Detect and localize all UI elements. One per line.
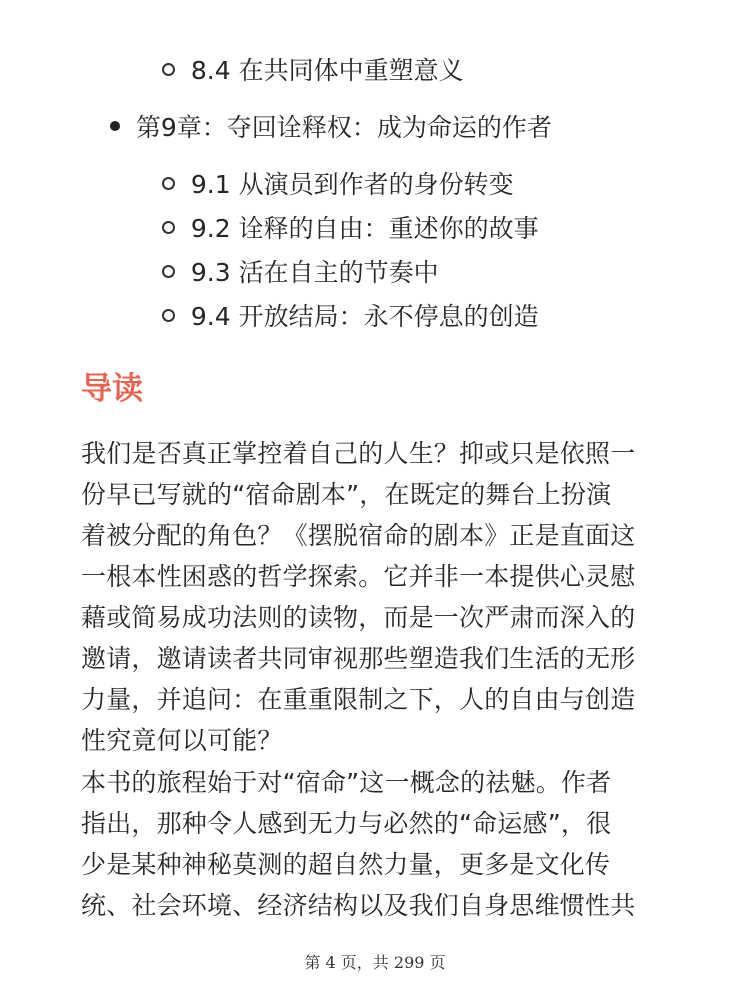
paragraph-line: 本书的旅程始于对“宿命”这一概念的祛魅。作者	[81, 768, 612, 797]
hollow-circle-bullet-icon	[162, 309, 175, 322]
toc-item-9-1	[162, 168, 514, 202]
paragraph-line: 性究竟何以可能？	[81, 726, 283, 755]
paragraph-line: 邀请，邀请读者共同审视那些塑造我们生活的无形	[81, 644, 636, 673]
filled-circle-bullet-icon	[110, 121, 120, 131]
toc-item-label: 9.2 诠释的自由：重述你的故事	[190, 214, 539, 243]
toc-item-label: 9.1 从演员到作者的身份转变	[190, 170, 514, 199]
section-heading: 导读	[81, 371, 143, 407]
paragraph-line: 我们是否真正掌控着自己的人生？抑或只是依照一	[81, 439, 636, 468]
hollow-circle-bullet-icon	[162, 177, 175, 190]
toc-chapter-label: 第9章：夺回诠释权：成为命运的作者	[135, 113, 552, 142]
paragraph-line: 一根本性困惑的哲学探索。它并非一本提供心灵慰	[81, 562, 636, 591]
paragraph-line: 力量，并追问：在重重限制之下，人的自由与创造	[81, 685, 636, 714]
paragraph-line: 统、社会环境、经济结构以及我们自身思维惯性共	[81, 891, 636, 920]
toc-item-8-4	[162, 54, 464, 88]
toc-chapter-9	[110, 111, 552, 145]
paragraph-line: 少是某种神秘莫测的超自然力量，更多是文化传	[81, 850, 611, 879]
toc-item-9-4	[162, 300, 539, 334]
paragraph-line: 着被分配的角色？《摆脱宿命的剧本》正是直面这	[81, 521, 636, 550]
toc-item-9-3	[162, 256, 439, 290]
toc-item-9-2	[162, 212, 539, 246]
paragraph-line: 藉或简易成功法则的读物，而是一次严肃而深入的	[81, 603, 636, 632]
hollow-circle-bullet-icon	[162, 63, 175, 76]
toc-item-label: 9.4 开放结局：永不停息的创造	[190, 302, 539, 331]
toc-item-label: 9.3 活在自主的节奏中	[190, 258, 439, 287]
page-number-footer: 第 4 页，共 299 页	[304, 953, 446, 972]
paragraph-line: 指出，那种令人感到无力与必然的“命运感”，很	[81, 809, 612, 838]
hollow-circle-bullet-icon	[162, 221, 175, 234]
hollow-circle-bullet-icon	[162, 265, 175, 278]
paragraph-line: 份早已写就的“宿命剧本”，在既定的舞台上扮演	[81, 480, 612, 509]
intro-paragraph-2	[81, 762, 671, 926]
intro-paragraph-1	[81, 433, 671, 761]
toc-item-label: 8.4 在共同体中重塑意义	[190, 56, 464, 85]
